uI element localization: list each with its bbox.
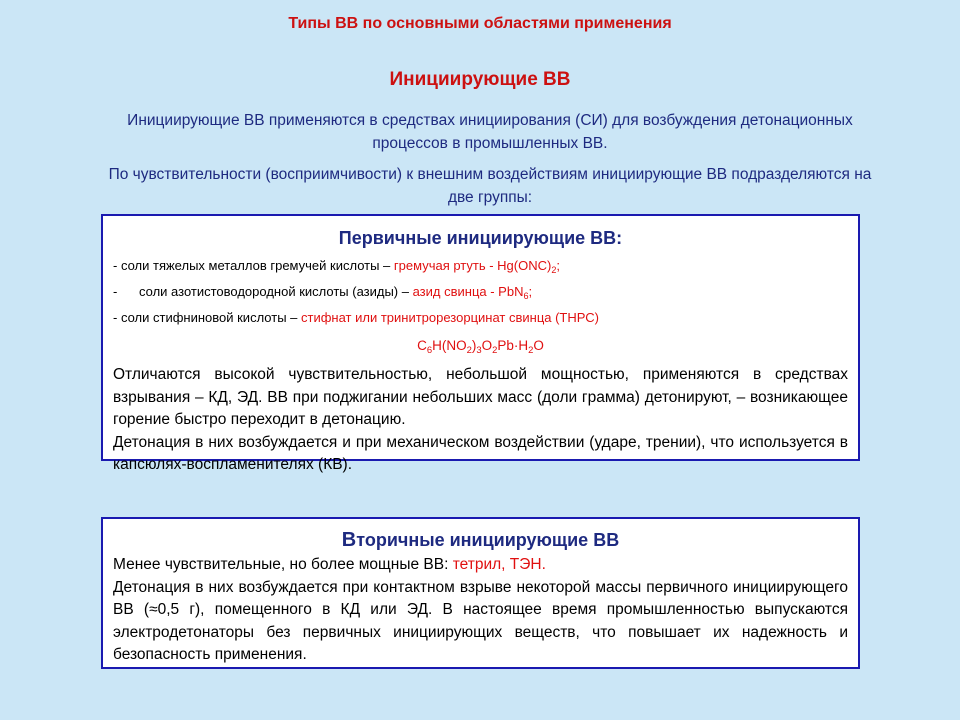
formula-part: O bbox=[533, 338, 544, 353]
primary-explosives-box bbox=[101, 214, 860, 473]
secondary-box-title bbox=[103, 529, 858, 552]
formula-subscript: 2 bbox=[492, 345, 498, 356]
title-rest: торичные инициирующие ВВ bbox=[356, 530, 620, 550]
slide-subtitle: Инициирующие ВВ bbox=[389, 69, 571, 90]
list-item-red-text: азид свинца - PbN bbox=[412, 284, 524, 299]
list-item bbox=[113, 307, 858, 333]
title-initial: В bbox=[341, 529, 357, 551]
primary-detonation-note: Детонация в них возбуждается и при механическом воздействии (ударе, трении), что используется в капсюлях-воспламенителях (КВ). bbox=[113, 433, 848, 473]
list-item-tail: ; bbox=[556, 258, 561, 273]
slide-top-title: Типы ВВ по основными областями применения bbox=[288, 15, 672, 32]
list-item-subscript: 6 bbox=[523, 291, 529, 301]
primary-description: Отличаются высокой чувствительностью, небольшой мощностью, применяются в средствах взрывания – КД, ЭД. ВВ при поджигании небольших масс (доли грамма) детонируют, – возникающее горение быстро переходит в детонацию. bbox=[113, 366, 848, 428]
chemical-formula bbox=[103, 336, 858, 361]
list-item-red-text: гремучая ртуть - Hg(ONC) bbox=[393, 258, 552, 273]
formula-subscript: 6 bbox=[426, 345, 433, 356]
secondary-intro-text: Менее чувствительные, но более мощные ВВ: bbox=[113, 556, 453, 573]
formula-subscript: 2 bbox=[466, 345, 472, 356]
formula-part: C bbox=[417, 338, 427, 353]
intro-paragraph-2: По чувствительности (восприимчивости) к внешним воздействиям инициирующие ВВ подразделяются на две группы: bbox=[108, 166, 872, 206]
secondary-description: Детонация в них возбуждается при контактном взрыве некоторой массы первичного инициирующего ВВ (≈0,5 г), помещенного в КД или ЭД. В настоящее время промышленностью выпускаются электродетонаторы без первичных инициирующих веществ, что повышает их надежность и безопасность применения. bbox=[113, 578, 848, 663]
list-item bbox=[113, 255, 858, 281]
list-item-text: - соли тяжелых металлов гремучей кислоты – bbox=[113, 258, 394, 273]
list-item-tail: ; bbox=[528, 284, 533, 299]
secondary-intro-line bbox=[113, 554, 848, 577]
primary-box-title: Первичные инициирующие ВВ: bbox=[338, 228, 623, 248]
formula-part: ) bbox=[471, 338, 477, 353]
formula-part: Pb·H bbox=[497, 338, 529, 353]
intro-paragraph-1: Инициирующие ВВ применяются в средствах инициирования (СИ) для возбуждения детонационных процессов в промышленных ВВ. bbox=[127, 112, 853, 152]
list-item-text: - соли азотистоводородной кислоты (азиды) – bbox=[113, 284, 413, 299]
formula-part: H(NO bbox=[432, 338, 467, 353]
formula-subscript: 3 bbox=[476, 345, 482, 356]
list-item-text: - соли стифниновой кислоты – bbox=[113, 310, 301, 325]
secondary-explosives-box bbox=[101, 517, 860, 669]
formula-subscript: 2 bbox=[528, 345, 534, 356]
list-item-subscript: 2 bbox=[551, 265, 557, 275]
list-item-red-text: стифнат или тринитрорезорцинат свинца (ТНРС) bbox=[301, 310, 600, 325]
list-item bbox=[113, 281, 858, 307]
formula-part: O bbox=[481, 338, 493, 353]
secondary-examples: тетрил, ТЭН. bbox=[452, 556, 546, 573]
